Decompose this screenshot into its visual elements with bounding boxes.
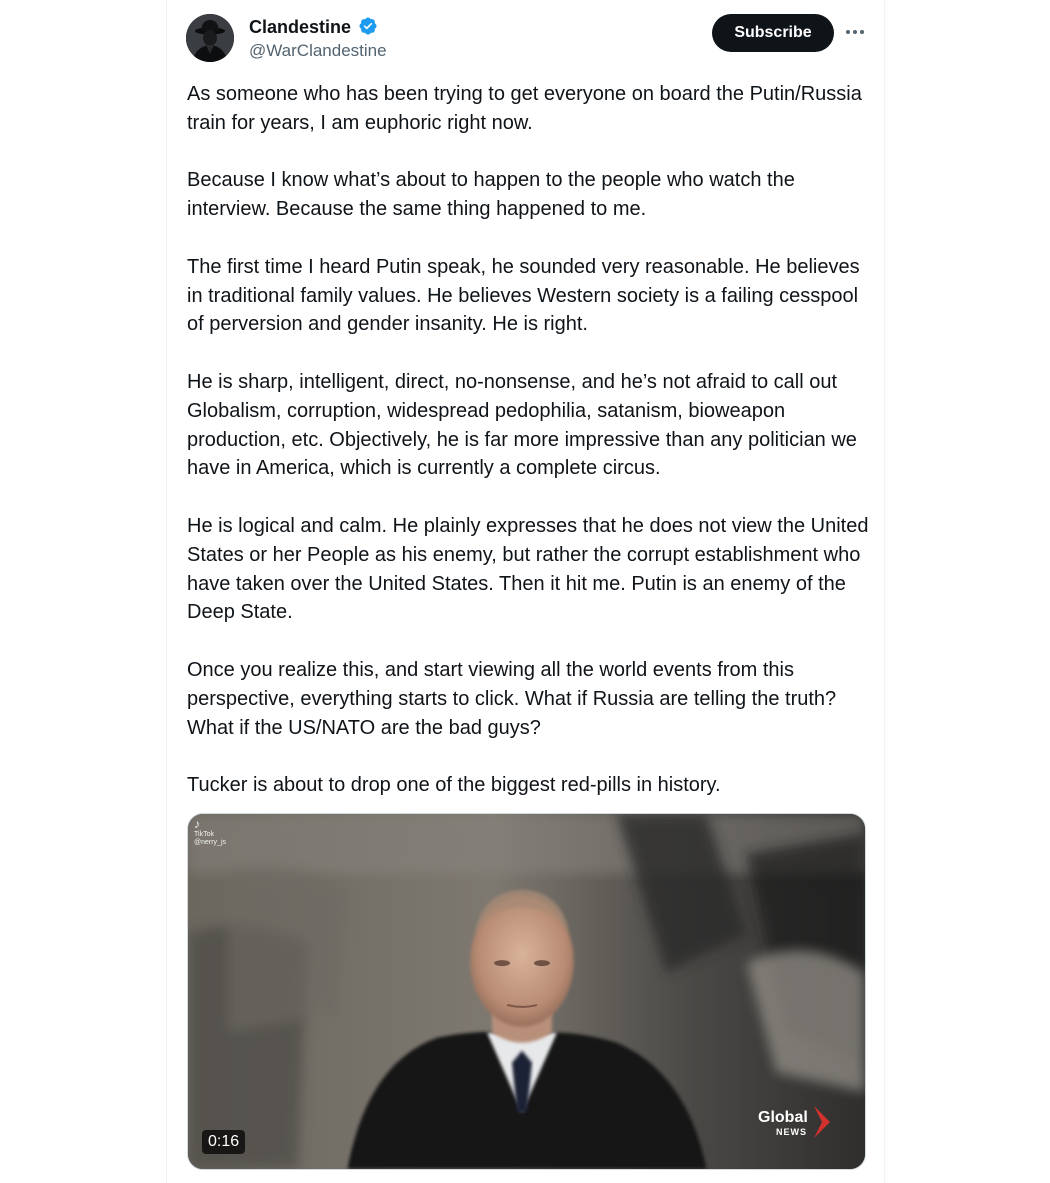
author-info [249,16,387,62]
author-avatar[interactable] [186,14,234,62]
tweet-paragraph: Because I know what’s about to happen to the people who watch the interview. Because the same thing happened to me. [187,169,795,221]
global-news-logo [756,1104,846,1144]
verified-badge-icon[interactable] [358,16,378,36]
video-duration-badge: 0:16 [202,1130,245,1154]
tweet-paragraph: Tucker is about to drop one of the biggest red-pills in history. [187,774,721,797]
author-handle[interactable]: @WarClandestine [249,41,387,60]
tweet-paragraph: As someone who has been trying to get everyone on board the Putin/Russia train for years, I am euphoric right now. [187,83,862,134]
tweet-paragraph: Once you realize this, and start viewing all the world events from this perspective, everything starts to click. What if Russia are telling the truth? What if the US/NATO are the bad guys? [187,658,837,739]
tiktok-label: TikTok [194,831,214,838]
tiktok-logo-icon: ♪ [194,817,200,831]
tiktok-user: @nerry_js [194,839,227,846]
tweet-paragraph: The first time I heard Putin speak, he sounded very reasonable. He believes in traditional family values. He believes Western society is a failing cesspool of perversion and gender insanity. He is right. [187,255,860,336]
subscribe-button[interactable]: Subscribe [712,14,834,52]
global-news-line2: NEWS [776,1127,807,1137]
tweet-paragraph: He is sharp, intelligent, direct, no-nonsense, and he’s not afraid to call out Globalism, corruption, widespread pedophilia, satanism, bioweapon production, etc. Objectively, he is far more impressive than any politician we have in America, which is currently a complete circus. [187,370,857,480]
tweet-paragraph: He is logical and calm. He plainly expresses that he does not view the United States or her People as his enemy, but rather the corrupt establishment who have taken over the United States. Then it hit me. Putin is an enemy of the Deep State. [187,514,869,624]
video-player[interactable] [187,813,866,1170]
avatar-image [186,14,234,62]
author-display-name[interactable]: Clandestine [249,17,352,37]
more-options-button[interactable] [841,18,869,46]
more-horizontal-icon [841,18,869,46]
tweet-text [187,80,877,829]
global-news-line1: Global [758,1109,808,1126]
tweet-card [166,0,885,1183]
tiktok-watermark [194,818,234,847]
